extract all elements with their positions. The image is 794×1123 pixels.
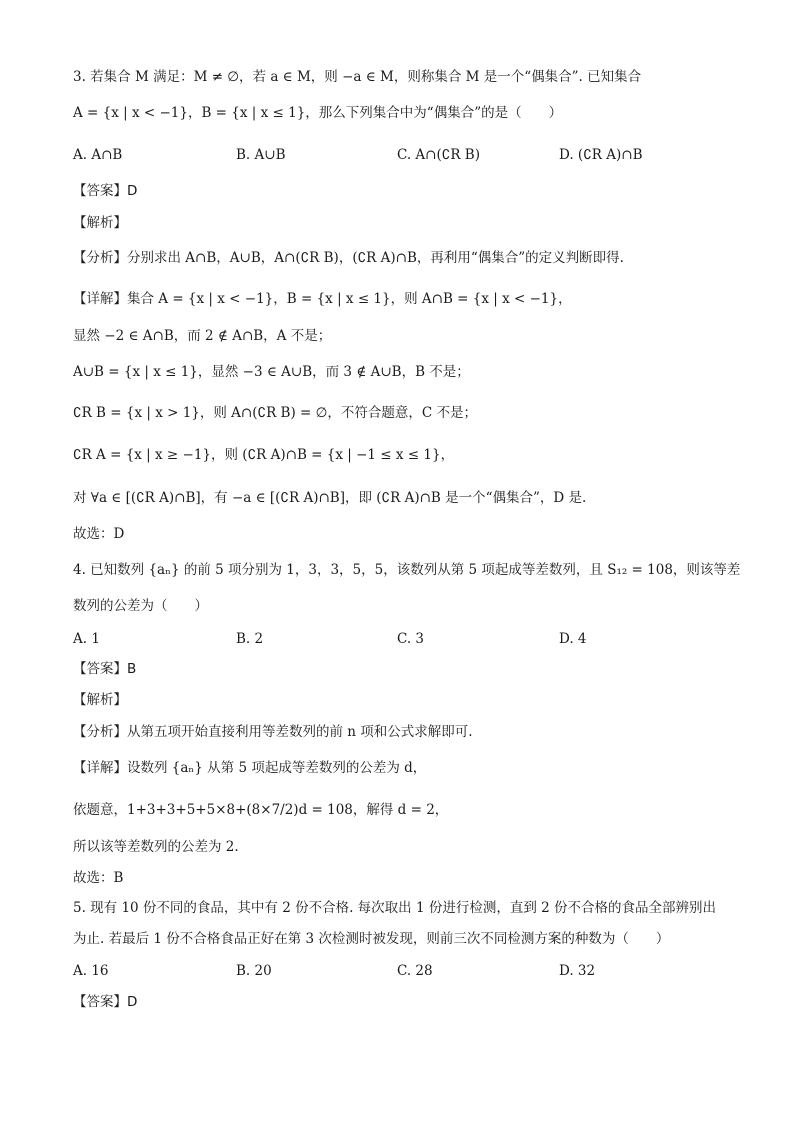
q3-conclusion: 故选：D xyxy=(73,526,125,542)
q4-option-d: D. 4 xyxy=(559,631,587,647)
q3-xiangjie-3: A∪B = {x | x ≤ 1}，显然 −3 ∈ A∪B，而 3 ∉ A∪B，B 不是； xyxy=(73,364,470,380)
q3-option-a: A. A∩B xyxy=(73,147,123,163)
q5-answer: 【答案】D xyxy=(73,994,138,1010)
q5-option-c: C. 28 xyxy=(397,963,433,979)
q4-conclusion: 故选：B xyxy=(73,870,124,886)
q5-stem-line1: 5. 现有 10 份不同的食品，其中有 2 份不合格. 每次取出 1 份进行检测，直到 2 份不合格的食品全部辨别出 xyxy=(73,900,717,916)
q3-xiangjie-1: 【详解】集合 A = {x | x < −1}，B = {x | x ≤ 1}，则 A∩B = {x | x < −1}， xyxy=(73,291,572,307)
q3-stem-line1: 3. 若集合 M 满足：M ≠ ∅，若 a ∈ M，则 −a ∈ M，则称集合 M 是一个“偶集合”. 已知集合 xyxy=(73,69,642,85)
q4-option-a: A. 1 xyxy=(73,631,100,647)
q5-option-d: D. 32 xyxy=(559,963,596,979)
q3-answer: 【答案】D xyxy=(73,183,138,199)
q4-option-c: C. 3 xyxy=(397,631,425,647)
q4-xiangjie-3: 所以该等差数列的公差为 2. xyxy=(73,839,239,855)
q3-option-d: D. (∁R A)∩B xyxy=(559,147,643,163)
q5-stem-line2: 为止. 若最后 1 份不合格食品正好在第 3 次检测时被发现，则前三次不同检测方案的种数为（ ） xyxy=(73,931,670,947)
q3-fenxi: 【分析】分别求出 A∩B，A∪B，A∩(∁R B)，(∁R A)∩B，再利用“偶集合”的定义判断即得. xyxy=(73,250,624,266)
q4-fenxi: 【分析】从第五项开始直接利用等差数列的前 n 项和公式求解即可. xyxy=(73,724,473,740)
q4-option-b: B. 2 xyxy=(236,631,264,647)
q4-xiangjie-1: 【详解】设数列 {aₙ} 从第 5 项起成等差数列的公差为 d， xyxy=(73,760,427,776)
q4-answer: 【答案】B xyxy=(73,661,137,677)
q3-option-b: B. A∪B xyxy=(236,147,286,163)
q3-analysis-heading: 【解析】 xyxy=(73,215,127,231)
q3-xiangjie-6: 对 ∀a ∈ [(∁R A)∩B]，有 −a ∈ [(∁R A)∩B]，即 (∁R A)∩B 是一个“偶集合”，D 是. xyxy=(73,490,587,506)
q4-stem-line1: 4. 已知数列 {aₙ} 的前 5 项分别为 1，3，3，5，5，该数列从第 5 项起成等差数列，且 S₁₂ = 108，则该等差 xyxy=(73,562,741,578)
q4-analysis-heading: 【解析】 xyxy=(73,692,127,708)
q3-xiangjie-5: ∁R A = {x | x ≥ −1}，则 (∁R A)∩B = {x | −1 ≤ x ≤ 1}， xyxy=(73,447,455,463)
q5-option-b: B. 20 xyxy=(236,963,272,979)
q3-xiangjie-2: 显然 −2 ∈ A∩B，而 2 ∉ A∩B，A 不是； xyxy=(73,328,332,344)
q3-stem-line2: A = {x | x < −1}，B = {x | x ≤ 1}，那么下列集合中为“偶集合”的是（ ） xyxy=(73,105,563,121)
q5-option-a: A. 16 xyxy=(73,963,109,979)
q4-xiangjie-2: 依题意，1+3+3+5+5×8+(8×7/2)d = 108，解得 d = 2， xyxy=(73,802,449,818)
q3-option-c: C. A∩(∁R B) xyxy=(397,147,480,163)
q3-xiangjie-4: ∁R B = {x | x > 1}，则 A∩(∁R B) = ∅，不符合题意，C 不是； xyxy=(73,405,478,421)
q4-stem-line2: 数列的公差为（ ） xyxy=(73,598,208,614)
